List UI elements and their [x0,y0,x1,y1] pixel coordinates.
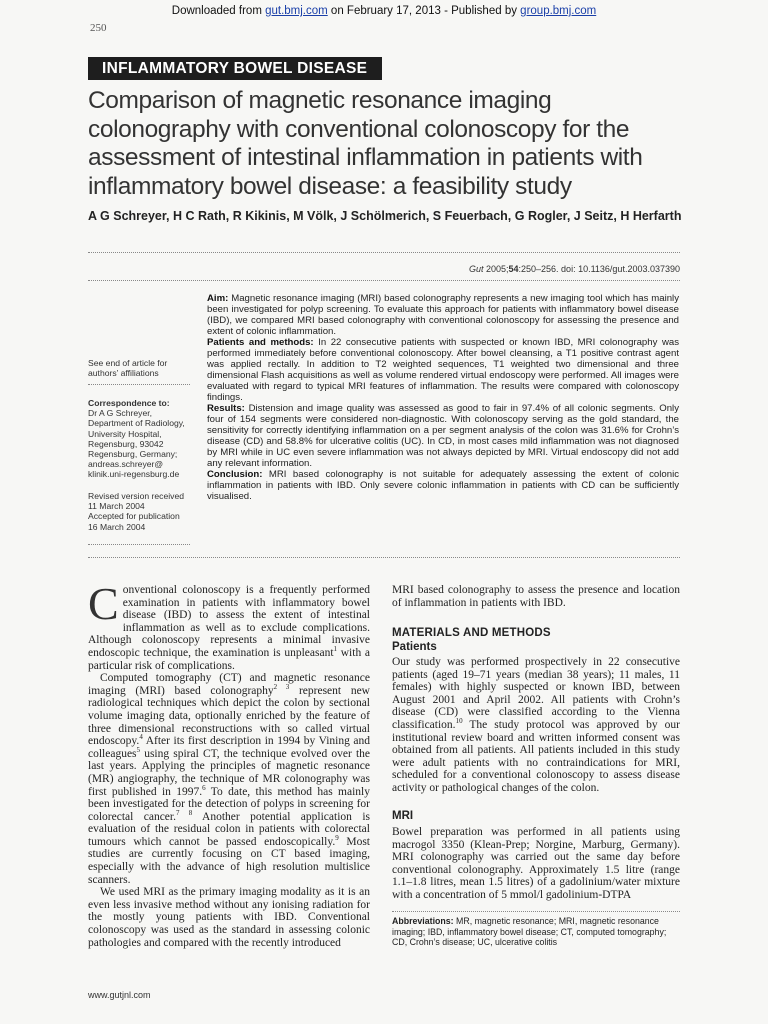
gut-site-link[interactable]: gut.bmj.com [265,5,328,17]
download-banner [0,5,768,17]
text-segment: using spiral CT, the technique evolved over the last years. Applying the principles of magnetic resonance (MR) angiography, the technique of MR colonography was first published in 1997. [88,747,370,798]
accepted-label: Accepted for publication [88,511,180,522]
text-segment: The study protocol was approved by our institutional review board and written informed consent was obtained from all patients. All patients included in this study were adult patients with no contraindications for MRI, scheduled for a conventional colonoscopy to assess disease activity or pathological changes of the colon. [392,718,680,794]
abstract-methods [207,337,679,403]
conclusion-label: Conclusion: [207,469,263,480]
citation-volume: 54 [508,264,519,274]
abbreviations-box [392,916,680,948]
heading-materials-methods: MATERIALS AND METHODS [392,627,551,639]
mri-text: Bowel preparation was performed in all patients using macrogol 3350 (Klean-Prep; Norgine, Marburg, Germany). MRI colonography was carried out the same day before conventional colonography. Approximately 1.5 litre (range 1.1–1.8 litres, mean 1.5 litres) of a gadolinium/water mixture with a concentration of 5 mmol/l gadolinium-DTPA [392,826,680,901]
heading-mri: MRI [392,810,414,822]
results-text: Distension and image quality was assessed as good to fair in 97.4% of all colonic segments. Only four of 154 segments were considered non-diagnostic. With colonoscopy serving as the gold standard, the sensitivity for correctly identifying inflammation on a per segment analysis of the colon was 31.6% for Crohn’s disease (CD) and 58.8% for ulcerative colitis (UC). In CD, in most cases mild inflammation was not diagnosed by MRI while in UC even severe inflammation was not always depicted by MRI. Virtual endoscopy did not add any relevant information. [207,403,679,469]
revised-date: 11 March 2004 [88,501,145,512]
author-list: A G Schreyer, H C Rath, R Kikinis, M Völk, J Schölmerich, S Feuerbach, G Rogler, J Seitz, H Herfarth [88,209,682,223]
text-segment: Another potential application is evaluation of the residual colon in patients with colorectal tumours which cannot be passed endoscopically. [88,810,370,848]
text-segment: Most studies are currently focusing on CT based imaging, especially with the advance of high resolution multislice scanners. [88,835,370,886]
heading-patients: Patients [392,641,437,653]
reference-marker: 7 8 [175,808,193,817]
abstract-divider [88,557,680,558]
intro-text-end: with a particular risk of complications. [88,646,370,672]
article-title: Comparison of magnetic resonance imaging colonography with conventional colonoscopy for the assessment of intestinal inflammation in patients with inflammatory bowel disease: a feasibility study [88,87,643,200]
abbreviations-label: Abbreviations: [392,916,454,926]
reference-marker: 6 [202,783,206,792]
citation-year: 2005; [483,264,509,274]
text-segment: After its first description in 1994 by Vining and colleagues [88,735,370,760]
drop-cap: C [88,578,119,629]
correspondence-block [88,398,188,480]
revision-dates [88,491,188,532]
text-segment: Computed tomography (CT) and magnetic resonance imaging (MRI) based colonography [88,672,370,697]
correspondence-label: Correspondence to: [88,398,170,408]
publisher-link[interactable]: group.bmj.com [520,5,597,17]
paragraph-purpose: MRI based colonography to assess the presence and location of inflammation in patients with IBD. [392,584,680,609]
conclusion-text: MRI based colonography is not suitable for adequately assessing the extent of colonic inflammation in patients with IBD. Only severe colonic inflammation in patients with CD can be sufficiently visualised. [207,469,679,502]
abbreviations-text: MR, magnetic resonance; MRI, magnetic resonance imaging; IBD, inflammatory bowel disease; CT, computed tomography; CD, Crohn’s disease; UC, ulcerative colitis [392,916,667,947]
sidebar-divider-bottom [88,544,190,545]
body-column-left [88,578,370,949]
reference-marker: 1 [333,645,338,654]
abstract-aim [207,293,679,337]
methods-label: Patients and methods: [207,337,314,348]
aim-text: Magnetic resonance imaging (MRI) based colonography represents a new imaging tool which has mainly been investigated for polyp screening. To evaluate this approach for patients with inflammatory bowel disease (IBD), we compared MRI based colonography with conventional colonoscopy for assessing the presence and extent of colonic inflammation. [207,293,679,337]
reference-marker: 9 [335,834,339,843]
download-prefix: Downloaded from [171,5,266,17]
text-segment: Our study was performed prospectively in 22 consecutive patients (aged 19–71 years (median 38 years); 11 males, 11 females) with highly suspected or known IBD, between August 2001 and April 2002. All patients with Crohn’s disease (CD) were classified according to the Vienna classification. [392,656,680,731]
reference-marker: 5 [136,745,141,754]
paragraph-intro [88,578,370,672]
paragraph-approach: We used MRI as the primary imaging modality as it is an even less invasive method without any ionising radiation for the mostly young patients with IBD. Conventional colonoscopy was used as the standard in assessing colonic pathologies and compared with the recently introduced [88,886,370,949]
abstract-conclusion [207,469,679,502]
reference-marker: 4 [139,733,143,742]
reference-marker: 10 [455,717,463,726]
body-column-right-top [392,584,680,609]
abstract-results [207,403,679,469]
sidebar-divider [88,384,190,385]
section-header: INFLAMMATORY BOWEL DISEASE [88,57,382,80]
abstract [207,293,679,502]
revised-label: Revised version received [88,491,185,501]
aim-label: Aim: [207,293,229,304]
citation-doi: :250–256. doi: 10.1136/gut.2003.037390 [518,264,680,274]
accepted-date: 16 March 2004 [88,521,146,532]
paragraph-patients [392,656,680,795]
paragraph-mri [392,826,680,902]
page-number: 250 [90,22,107,34]
results-label: Results: [207,403,245,414]
correspondence-text: Dr A G Schreyer, Department of Radiology, University Hospital, Regensburg, 93042 Regensburg, Germany; andreas.schreyer@ klinik.uni-regensburg.de [88,408,185,480]
reference-marker: 2 3 [273,682,290,691]
intro-text: onventional colonoscopy is a frequently performed examination in patients with inflammatory bowel disease (IBD) to assess the extent of intestinal inflammation as well as to exclude complications. Although colonoscopy represents a minimal invasive endoscopic technique, the examination is unpleasant [88,584,370,659]
download-middle: on February 17, 2013 - Published by [327,5,521,17]
citation-line [88,264,680,274]
journal-website-footer: www.gutjnl.com [88,990,151,1000]
text-segment: To date, this method has mainly been investigated for the detection of polyps in screening for colorectal cancer. [88,785,370,823]
abbreviations-divider [392,911,680,912]
methods-text: In 22 consecutive patients with suspected or known IBD, MRI colonography was performed immediately before conventional colonoscopy. After bowel cleansing, a T1 positive contrast agent was applied rectally. In addition to T2 weighted sequences, T1 weighted two dimensional and three dimensional Flash acquisitions as well as volume rendered virtual endoscopy were performed. All images were evaluated with regard to typical MRI features of inflammation. The results were compared with colonoscopy findings. [207,337,680,403]
paragraph-ct-mri [88,672,370,886]
title-divider [88,252,680,253]
journal-name: Gut [468,264,484,274]
citation-divider [88,280,680,281]
affiliations-note: See end of article for authors’ affiliations [88,358,168,379]
text-segment: represent new radiological techniques which depict the colon by sectional volume imaging data, optionally enriched by the feature of three dimensional reconstructions with so called virtual endoscopy. [88,684,370,748]
